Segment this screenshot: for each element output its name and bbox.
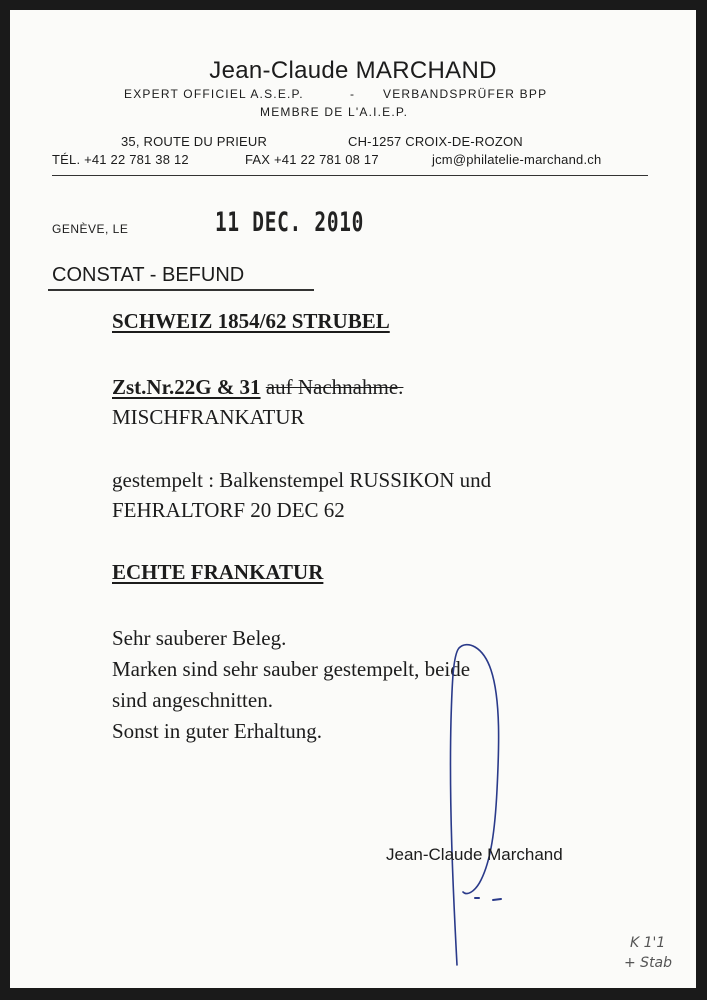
document-title: CONSTAT - BEFUND	[52, 264, 245, 286]
postal-address: CH-1257 CROIX-DE-ROZON	[348, 134, 523, 149]
title-separator: -	[350, 87, 356, 101]
verdict: ECHTE FRANKATUR	[112, 560, 324, 584]
title-underline	[48, 289, 314, 291]
cancellation-line-2: FEHRALTORF 20 DEC 62	[112, 498, 345, 522]
handwritten-signature	[435, 630, 535, 970]
franking-type: MISCHFRANKATUR	[112, 405, 305, 429]
email: jcm@philatelie-marchand.ch	[432, 152, 602, 167]
pencil-note-line-2: + Stab	[624, 955, 673, 971]
expert-title-bpp: VERBANDSPRÜFER BPP	[383, 87, 548, 101]
remark-line: Sehr sauberer Beleg.	[112, 626, 287, 650]
expert-membership: MEMBRE DE L'A.I.E.P.	[260, 105, 409, 119]
catalog-suffix: auf Nachnahme.	[265, 375, 404, 399]
date-label: GENÈVE, LE	[52, 222, 129, 236]
remark-line: Marken sind sehr sauber gestempelt, beide	[112, 657, 471, 681]
catalog-number: Zst.Nr.22G & 31	[112, 375, 261, 399]
stamp-issue-heading: SCHWEIZ 1854/62 STRUBEL	[112, 309, 390, 333]
telephone: TÉL. +41 22 781 38 12	[52, 152, 189, 167]
remark-line: sind angeschnitten.	[112, 688, 273, 712]
letterhead-rule	[52, 175, 648, 176]
expert-title-asep: EXPERT OFFICIEL A.S.E.P.	[124, 87, 304, 101]
cancellation-line-1: gestempelt : Balkenstempel RUSSIKON und	[112, 468, 492, 492]
pencil-note-line-1: K 1'1	[630, 935, 666, 951]
date-stamp: 11 DEC. 2010	[215, 207, 365, 238]
fax: FAX +41 22 781 08 17	[245, 152, 379, 167]
expert-name: Jean-Claude MARCHAND	[209, 57, 497, 84]
remark-line: Sonst in guter Erhaltung.	[112, 719, 322, 743]
catalog-line	[112, 375, 403, 400]
certificate-page	[10, 10, 696, 988]
signature-name: Jean-Claude Marchand	[386, 845, 563, 864]
street-address: 35, ROUTE DU PRIEUR	[121, 134, 268, 149]
